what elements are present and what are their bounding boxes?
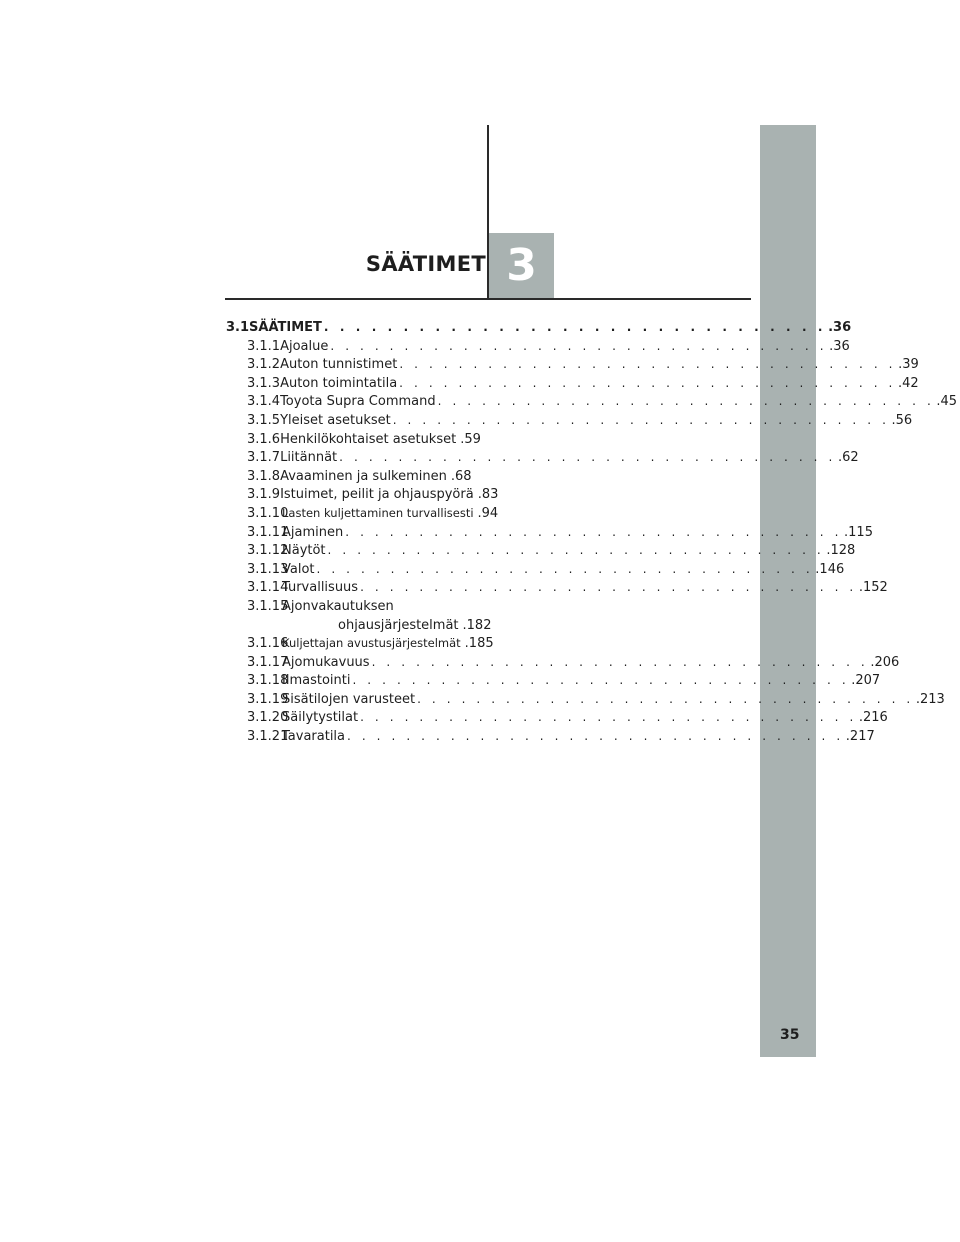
toc-entry-title: Ajomukavuus bbox=[282, 654, 370, 670]
toc-entry-title: Lasten kuljettaminen turvallisesti bbox=[282, 505, 474, 520]
toc-entry-number: 3.1.12 bbox=[247, 543, 289, 559]
toc-entry[interactable] bbox=[226, 357, 919, 376]
toc-leader-dots: . . . . . . . . . . . . . . . . . . . . . . . . . . . . . . . . bbox=[323, 320, 827, 334]
toc-entry-title: Kuljettajan avustusjärjestelmät bbox=[282, 636, 461, 651]
toc-entry[interactable] bbox=[226, 487, 499, 506]
toc-entry[interactable] bbox=[226, 468, 472, 488]
toc-entry-title: Tavaratila bbox=[282, 729, 346, 745]
toc-entry-number: 3.1.9 bbox=[247, 487, 281, 503]
toc-entry-title: SÄÄTIMET bbox=[249, 320, 322, 335]
toc-entry-title: Auton tunnistimet bbox=[280, 357, 398, 373]
toc-entry-page: .45 bbox=[936, 394, 958, 410]
toc-entry[interactable] bbox=[226, 580, 888, 599]
toc-entry-number: 3.1.20 bbox=[247, 710, 289, 726]
toc-entry-number: 3.1.18 bbox=[247, 673, 289, 689]
toc-entry-page: .213 bbox=[915, 691, 945, 707]
toc-entry[interactable] bbox=[226, 543, 856, 562]
toc-entry-page: .217 bbox=[845, 729, 875, 745]
toc-entry-page: .42 bbox=[897, 375, 919, 391]
toc-leader-dots: . . . . . . . . . . . . . . . . . . . . . . . . . . . . . . . . . . bbox=[339, 450, 836, 465]
toc-entry-title: Toyota Supra Command bbox=[280, 394, 436, 410]
toc-leader-dots: . . . . . . . . . . . . . . . . . . . . . . . . . . . . . . . . . . bbox=[371, 654, 869, 669]
toc-entry-title: Liitännät bbox=[280, 450, 338, 466]
toc-entry-number: 3.1.14 bbox=[247, 580, 289, 596]
toc-entry-page: .39 bbox=[898, 357, 919, 373]
toc-entry-page: .185 bbox=[464, 636, 494, 652]
toc-entry-title: Istuimet, peilit ja ohjauspyörä bbox=[280, 487, 474, 503]
toc-entry-page: .83 bbox=[477, 487, 499, 503]
toc-entry-number: 3.1.7 bbox=[247, 450, 281, 466]
toc-entry-page: .68 bbox=[450, 468, 472, 484]
toc-entry-title: Säilytystilat bbox=[282, 710, 359, 726]
toc-leader-dots: . . . . . . . . . . . . . . . . . . . . . . . . . . . . . . . . . . bbox=[399, 375, 896, 390]
toc-entry-number: 3.1.21 bbox=[247, 729, 289, 745]
toc-entry-page: .216 bbox=[858, 710, 888, 726]
toc-entry-page: .206 bbox=[870, 654, 900, 670]
toc-entry[interactable] bbox=[226, 729, 875, 748]
toc-entry[interactable] bbox=[226, 450, 859, 469]
toc-entry-title: Ilmastointi bbox=[282, 673, 351, 689]
toc-leader-dots: . . . . . . . . . . . . . . . . . . . . . . . . . . . . . . . . . . bbox=[360, 710, 857, 725]
toc-entry-title: Sisätilojen varusteet bbox=[282, 691, 416, 707]
toc-entry-page: .36 bbox=[829, 338, 850, 354]
toc-entry-number: 3.1.13 bbox=[247, 561, 289, 577]
toc-leader-dots: . . . . . . . . . . . . . . . . . . . . . . . . . . . . . . . . . . bbox=[399, 357, 897, 372]
toc-leader-dots: . . . . . . . . . . . . . . . . . . . . . . . . . . . . . . . . . . bbox=[392, 412, 890, 427]
toc-entry[interactable] bbox=[226, 654, 900, 674]
toc-entry-page: .182 bbox=[462, 617, 492, 633]
toc-leader-dots: . . . . . . . . . . . . . . . . . . . . . . . . . . . . . . . . . . bbox=[417, 691, 914, 706]
toc-entry[interactable] bbox=[226, 412, 913, 432]
toc-entry-number: 3.1.2 bbox=[247, 357, 281, 373]
chapter-number: 3 bbox=[506, 240, 537, 291]
toc-entry[interactable] bbox=[226, 431, 481, 451]
toc-entry[interactable] bbox=[226, 673, 881, 692]
toc-entry-title: Valot bbox=[282, 561, 315, 577]
toc-leader-dots: . . . . . . . . . . . . . . . . . . . . . . . . . . . . . . . . . . bbox=[316, 561, 814, 576]
toc-entry-page: .56 bbox=[891, 412, 913, 428]
toc-entry[interactable] bbox=[226, 338, 850, 358]
toc-entry-number: 3.1.8 bbox=[247, 468, 281, 484]
toc-entry-number: 3.1.15 bbox=[247, 598, 289, 614]
toc-entry[interactable] bbox=[226, 505, 499, 525]
toc-entry-number: 3.1.1 bbox=[247, 338, 281, 354]
toc-entry-number: 3.1.10 bbox=[247, 505, 289, 521]
toc-entry[interactable] bbox=[226, 599, 468, 618]
toc-entry-page: .36 bbox=[828, 320, 852, 335]
toc-entry[interactable] bbox=[226, 524, 873, 544]
toc-leader-dots: . . . . . . . . . . . . . . . . . . . . . . . . . . . . . . . . . . bbox=[347, 729, 844, 744]
toc-entry-title-continued: ohjausjärjestelmät bbox=[338, 617, 459, 633]
toc-entry-number: 3.1.19 bbox=[247, 691, 289, 707]
toc-entry-title: Yleiset asetukset bbox=[280, 412, 391, 428]
toc-entry-number: 3.1.3 bbox=[247, 375, 281, 391]
toc-entry-page: .146 bbox=[815, 561, 845, 577]
toc-entry-title: Henkilökohtaiset asetukset bbox=[280, 431, 457, 447]
toc-entry-title: Näytöt bbox=[282, 543, 326, 559]
toc-entry-page: .94 bbox=[477, 505, 499, 521]
toc-leader-dots: . . . . . . . . . . . . . . . . . . . . . . . . . . . . . . . . . . bbox=[437, 394, 935, 409]
toc-entry-number: 3.1.4 bbox=[247, 394, 281, 410]
chapter-title: SÄÄTIMET bbox=[365, 252, 486, 276]
page-number: 35 bbox=[780, 1027, 800, 1043]
toc-leader-dots: . . . . . . . . . . . . . . . . . . . . . . . . . . . . . . . . . . bbox=[327, 543, 825, 558]
toc-leader-dots: . . . . . . . . . . . . . . . . . . . . . . . . . . . . . . . . . . bbox=[330, 338, 828, 353]
toc-leader-dots: . . . . . . . . . . . . . . . . . . . . . . . . . . . . . . . . . . bbox=[345, 524, 843, 539]
toc-entry-title: Auton toimintatila bbox=[280, 375, 398, 391]
toc-entry-number: 3.1 bbox=[226, 320, 250, 335]
toc-entry[interactable] bbox=[226, 375, 919, 395]
toc-entry[interactable] bbox=[226, 636, 494, 655]
toc-entry-page: .128 bbox=[826, 543, 856, 559]
toc-entry[interactable] bbox=[226, 691, 945, 711]
toc-entry-title: Ajaminen bbox=[282, 524, 344, 540]
toc-entry-number: 3.1.17 bbox=[247, 654, 289, 670]
toc-entry-title: Ajoalue bbox=[280, 338, 329, 354]
toc-entry[interactable] bbox=[226, 561, 845, 581]
toc-entry-page: .207 bbox=[851, 673, 881, 689]
toc-entry-page: .62 bbox=[837, 450, 859, 466]
toc-entry-title: Turvallisuus bbox=[282, 580, 359, 596]
toc-entry-title: Ajonvakautuksen bbox=[282, 598, 394, 614]
toc-entry[interactable] bbox=[226, 394, 958, 413]
toc-entry-page: .152 bbox=[858, 580, 888, 596]
toc-entry-continuation[interactable] bbox=[226, 617, 492, 637]
toc-entry-number: 3.1.16 bbox=[247, 636, 289, 652]
toc-leader-dots: . . . . . . . . . . . . . . . . . . . . . . . . . . . . . . . . . . bbox=[352, 673, 850, 688]
toc-entry-number: 3.1.11 bbox=[247, 524, 289, 540]
toc-entry-page: .115 bbox=[844, 524, 873, 540]
toc-entry[interactable] bbox=[226, 710, 888, 729]
toc-main-entry[interactable] bbox=[226, 320, 852, 339]
toc-leader-dots: . . . . . . . . . . . . . . . . . . . . . . . . . . . . . . . . . . bbox=[360, 580, 857, 595]
toc-entry-title: Avaaminen ja sulkeminen bbox=[280, 468, 447, 484]
table-of-contents bbox=[226, 320, 958, 748]
toc-entry-page: .59 bbox=[460, 431, 481, 447]
toc-entry-number: 3.1.5 bbox=[247, 412, 281, 428]
toc-entry-number: 3.1.6 bbox=[247, 431, 281, 447]
horizontal-rule bbox=[225, 298, 751, 300]
